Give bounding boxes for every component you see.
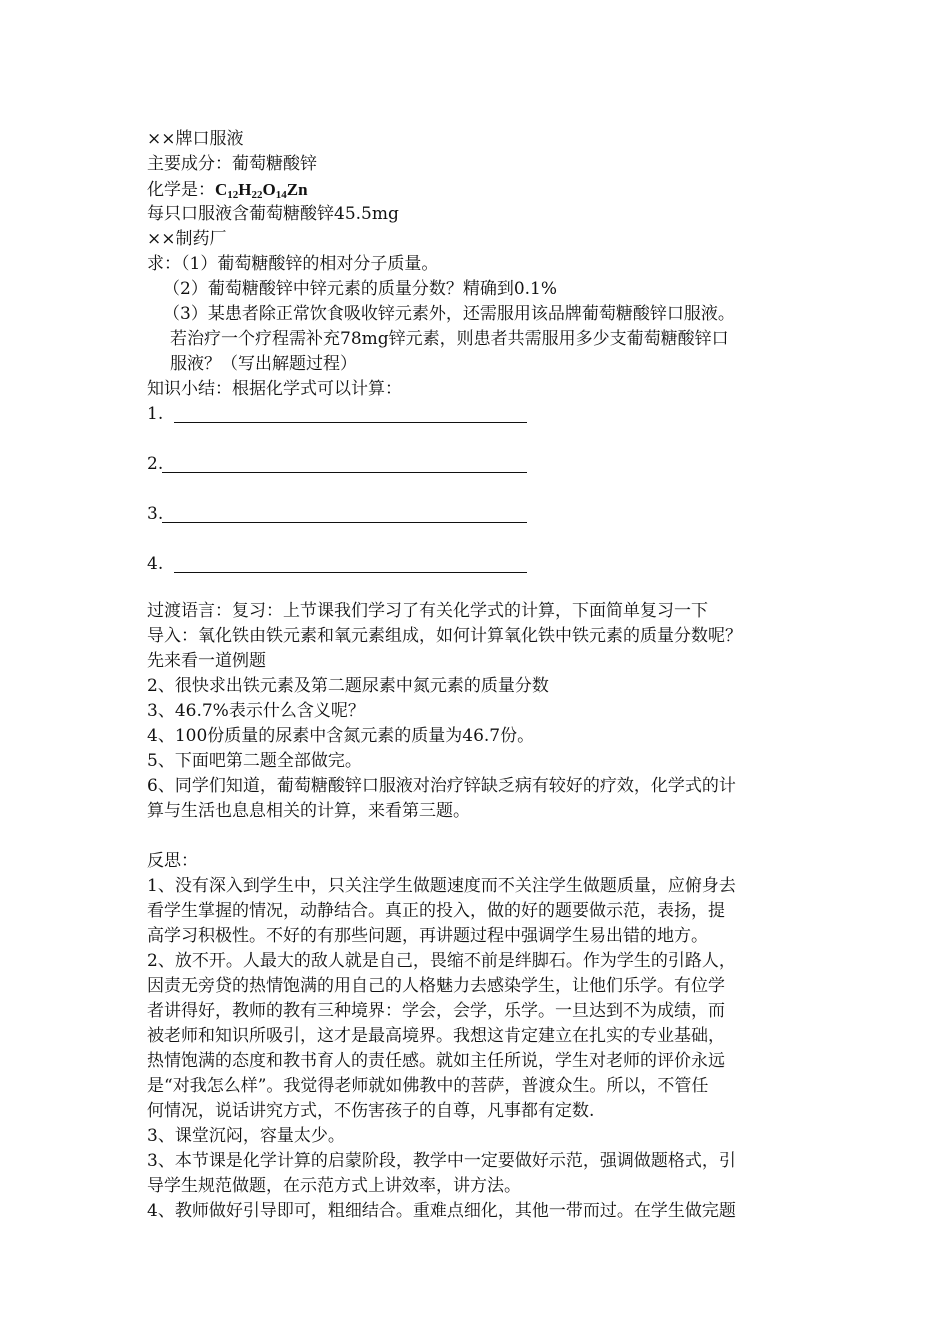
blank-number: 2.: [147, 454, 164, 474]
summary-blank-3: [147, 502, 547, 527]
question-2: （2）葡萄糖酸锌中锌元素的质量分数？精确到0.1%: [163, 279, 558, 299]
reflection-title: 反思：: [147, 851, 198, 871]
reflection-line: 高学习积极性。不好的有那些问题，再讲题过程中强调学生易出错的地方。: [147, 926, 708, 946]
reflection-line: 导学生规范做题，在示范方式上讲效率，讲方法。: [147, 1176, 521, 1196]
transition-line: 2、很快求出铁元素及第二题尿素中氮元素的质量分数: [147, 676, 549, 696]
reflection-line: 1、没有深入到学生中，只关注学生做题速度而不关注学生做题质量，应俯身去: [147, 876, 736, 896]
reflection-line: 被老师和知识所吸引，这才是最高境界。我想这肯定建立在扎实的专业基础，: [147, 1026, 725, 1046]
transition-line: 6、同学们知道，葡萄糖酸锌口服液对治疗锌缺乏病有较好的疗效，化学式的计: [147, 776, 736, 796]
blank-number: 3.: [147, 504, 164, 524]
ingredient-line: 主要成分：葡萄糖酸锌: [147, 154, 317, 174]
blank-number: 1.: [147, 404, 164, 424]
transition-line: 3、46.7%表示什么含义呢？: [147, 701, 365, 721]
question-3-line-2: 若治疗一个疗程需补充78mg锌元素，则患者共需服用多少支葡萄糖酸锌口: [170, 329, 729, 349]
blank-underline: [174, 422, 527, 423]
transition-line: 算与生活也息息相关的计算，来看第三题。: [147, 801, 470, 821]
summary-blank-1: [147, 402, 547, 427]
reflection-line: 3、本节课是化学计算的启蒙阶段，教学中一定要做好示范，强调做题格式，引: [147, 1151, 736, 1171]
reflection-line: 看学生掌握的情况，动静结合。真正的投入，做的好的题要做示范，表扬，提: [147, 901, 725, 921]
transition-line: 过渡语言：复习：上节课我们学习了有关化学式的计算，下面简单复习一下: [147, 601, 708, 621]
chemical-formula: $C_{12}H_{22}O_{14}Zn$: [215, 180, 308, 201]
reflection-line: 4、教师做好引导即可，粗细结合。重难点细化，其他一带而过。在学生做完题: [147, 1201, 736, 1221]
reflection-line: 何情况，说话讲究方式，不伤害孩子的自尊，凡事都有定数.: [147, 1101, 595, 1121]
summary-blank-4: [147, 552, 547, 577]
transition-line: 先来看一道例题: [147, 651, 266, 671]
summary-blank-2: [147, 452, 547, 477]
blank-number: 4.: [147, 554, 164, 574]
reflection-line: 2、放不开。人最大的敌人就是自己，畏缩不前是绊脚石。作为学生的引路人，: [147, 951, 736, 971]
blank-underline: [162, 472, 527, 473]
brand-line: ××牌口服液: [147, 129, 244, 149]
transition-line: 导入：氧化铁由铁元素和氧元素组成，如何计算氧化铁中铁元素的质量分数呢？: [147, 626, 742, 646]
reflection-line: 3、课堂沉闷，容量太少。: [147, 1126, 345, 1146]
blank-underline: [174, 572, 527, 573]
blank-underline: [162, 522, 527, 523]
question-3-line-1: （3）某患者除正常饮食吸收锌元素外，还需服用该品牌葡萄糖酸锌口服液。: [163, 304, 735, 324]
maker-line: ××制药厂: [147, 229, 227, 249]
reflection-line: 因责无旁贷的热情饱满的用自己的人格魅力去感染学生，让他们乐学。有位学: [147, 976, 725, 996]
formula-prefix: 化学是：: [147, 180, 215, 200]
summary-title: 知识小结：根据化学式可以计算：: [147, 379, 402, 399]
reflection-line: 是“对我怎么样”。我觉得老师就如佛教中的菩萨，普渡众生。所以，不管任: [147, 1076, 709, 1096]
reflection-line: 热情饱满的态度和教书育人的责任感。就如主任所说，学生对老师的评价永远: [147, 1051, 725, 1071]
transition-line: 5、下面吧第二题全部做完。: [147, 751, 362, 771]
content-line: 每只口服液含葡萄糖酸锌45.5mg: [147, 204, 399, 224]
reflection-line: 者讲得好，教师的教有三种境界：学会，会学，乐学。一旦达到不为成绩，而: [147, 1001, 725, 1021]
question-1: 求：（1）葡萄糖酸锌的相对分子质量。: [147, 254, 439, 274]
question-3-line-3: 服液？（写出解题过程）: [170, 354, 357, 374]
transition-line: 4、100份质量的尿素中含氮元素的质量为46.7份。: [147, 726, 535, 746]
